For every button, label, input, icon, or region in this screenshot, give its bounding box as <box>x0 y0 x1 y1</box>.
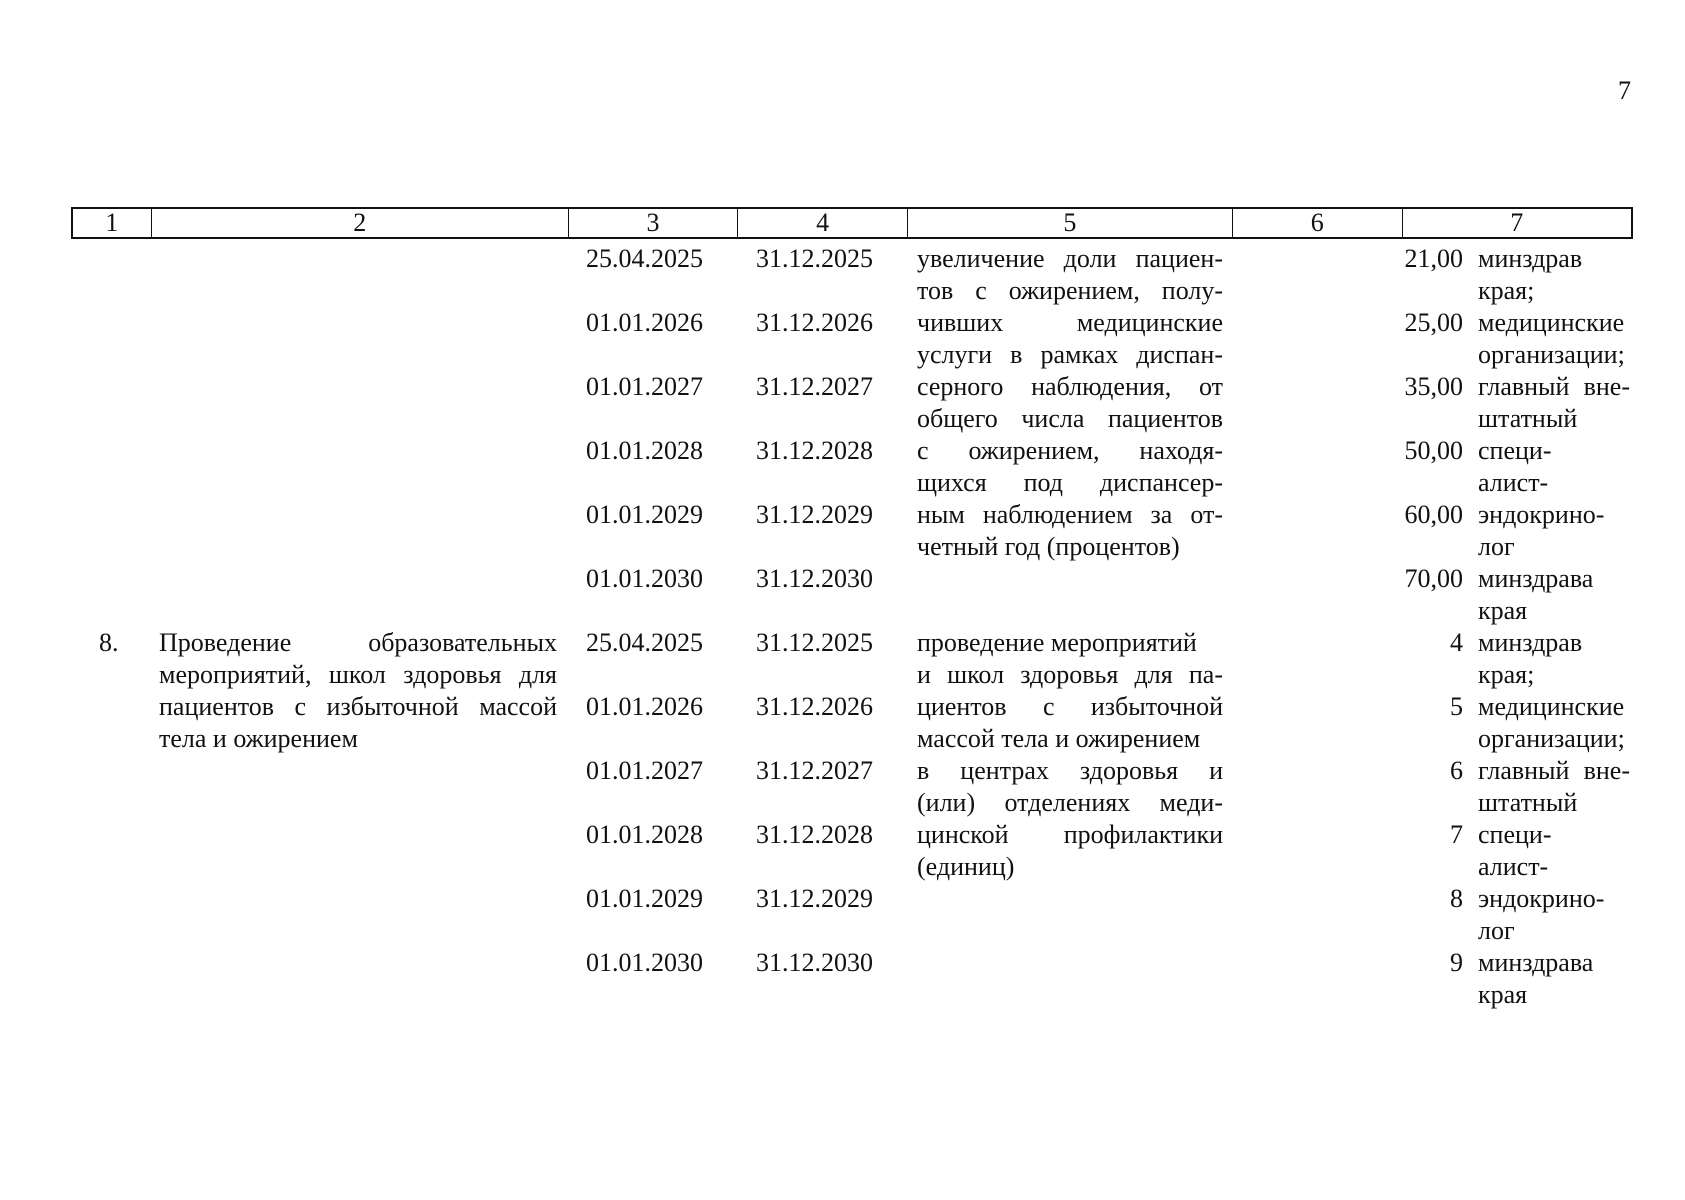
period-end: 31.12.2025 <box>756 628 873 657</box>
activity-name-line: мероприятий, школ здоровья для <box>159 660 557 689</box>
responsible-line: главный вне- <box>1478 372 1630 401</box>
responsible-line: организации; <box>1478 340 1625 369</box>
values-column <box>1311 627 1463 1011</box>
indicator-line: (или) отделениях меди- <box>917 788 1223 817</box>
period-row <box>586 307 926 371</box>
header-col-2: 2 <box>152 209 569 237</box>
indicator-line: циентов с избыточной <box>917 692 1223 721</box>
responsible-line: края <box>1478 596 1528 625</box>
period-start: 01.01.2027 <box>586 372 703 401</box>
period-row <box>586 819 926 883</box>
period-row <box>586 627 926 691</box>
period-end: 31.12.2030 <box>756 564 873 593</box>
period-start: 01.01.2028 <box>586 820 703 849</box>
periods-column <box>586 243 926 627</box>
period-row <box>586 499 926 563</box>
activity-name-line: пациентов с избыточной массой <box>159 692 557 721</box>
period-end: 31.12.2026 <box>756 692 873 721</box>
period-start: 01.01.2029 <box>586 500 703 529</box>
indicator-line: ным наблюдением за от- <box>917 500 1223 529</box>
responsible-line: минздрав края; <box>1478 244 1583 305</box>
target-value: 7 <box>1450 820 1463 849</box>
period-start: 01.01.2028 <box>586 436 703 465</box>
target-value: 21,00 <box>1404 244 1463 273</box>
activity-name-line: Проведение образовательных <box>159 628 557 657</box>
header-col-4: 4 <box>738 209 908 237</box>
target-value: 6 <box>1450 756 1463 785</box>
period-row <box>586 691 926 755</box>
header-col-3: 3 <box>569 209 739 237</box>
indicator-line: массой тела и ожирением <box>917 724 1201 753</box>
header-col-7: 7 <box>1510 208 1524 237</box>
target-value: 25,00 <box>1404 308 1463 337</box>
period-start: 01.01.2026 <box>586 692 703 721</box>
period-row <box>586 947 926 1011</box>
indicator-line: щихся под диспансер- <box>917 468 1223 497</box>
indicator-text <box>917 243 1223 563</box>
indicator-line: и школ здоровья для па- <box>917 660 1223 689</box>
indicator-line: проведение мероприятий <box>917 628 1197 657</box>
responsible-line: лог минздрава <box>1478 532 1594 593</box>
period-row <box>586 755 926 819</box>
header-col-5: 5 <box>908 209 1233 237</box>
period-row <box>586 435 926 499</box>
responsible-line: медицинские <box>1478 308 1625 337</box>
responsible-line: штатный специ- <box>1478 404 1578 465</box>
row-number: 8. <box>99 628 119 657</box>
period-end: 31.12.2026 <box>756 308 873 337</box>
period-end: 31.12.2027 <box>756 372 873 401</box>
period-start: 01.01.2029 <box>586 884 703 913</box>
indicator-line: цинской профилактики <box>917 820 1223 849</box>
target-value: 35,00 <box>1404 372 1463 401</box>
period-end: 31.12.2028 <box>756 820 873 849</box>
responsible-line: края <box>1478 980 1528 1009</box>
responsible-line: штатный специ- <box>1478 788 1578 849</box>
indicator-text <box>917 627 1223 883</box>
indicator-line: общего числа пациентов <box>917 404 1223 433</box>
indicator-line: серного наблюдения, от <box>917 372 1223 401</box>
period-start: 01.01.2027 <box>586 756 703 785</box>
target-value: 5 <box>1450 692 1463 721</box>
responsible-line: алист-эндокрино- <box>1478 852 1605 913</box>
period-end: 31.12.2029 <box>756 884 873 913</box>
indicator-line: четный год (процентов) <box>917 532 1180 561</box>
responsible-text <box>1478 627 1630 1011</box>
responsible-line: минздрав края; <box>1478 628 1583 689</box>
period-row <box>586 883 926 947</box>
target-value: 8 <box>1450 884 1463 913</box>
target-value: 50,00 <box>1404 436 1463 465</box>
indicator-line: увеличение доли пациен- <box>917 244 1223 273</box>
activity-name <box>159 627 557 755</box>
responsible-line: алист-эндокрино- <box>1478 468 1605 529</box>
period-end: 31.12.2027 <box>756 756 873 785</box>
period-start: 25.04.2025 <box>586 628 703 657</box>
page-number: 7 <box>1618 76 1631 105</box>
activity-name-line: тела и ожирением <box>159 724 358 753</box>
values-column <box>1311 243 1463 627</box>
target-value: 9 <box>1450 948 1463 977</box>
period-start: 01.01.2030 <box>586 564 703 593</box>
period-row <box>586 563 926 627</box>
responsible-line: лог минздрава <box>1478 916 1594 977</box>
periods-column <box>586 627 926 1011</box>
period-start: 25.04.2025 <box>586 244 703 273</box>
indicator-line: тов с ожирением, полу- <box>917 276 1223 305</box>
table-header <box>71 207 1633 239</box>
responsible-line: организации; <box>1478 724 1625 753</box>
header-col-1: 1 <box>73 209 152 237</box>
indicator-line: с ожирением, находя- <box>917 436 1223 465</box>
period-start: 01.01.2030 <box>586 948 703 977</box>
indicator-line: чивших медицинские <box>917 308 1223 337</box>
header-col-6: 6 <box>1233 209 1403 237</box>
period-row <box>586 371 926 435</box>
period-start: 01.01.2026 <box>586 308 703 337</box>
period-row <box>586 243 926 307</box>
target-value: 60,00 <box>1404 500 1463 529</box>
responsible-text <box>1478 243 1630 627</box>
period-end: 31.12.2028 <box>756 436 873 465</box>
indicator-line: (единиц) <box>917 852 1015 881</box>
indicator-line: услуги в рамках диспан- <box>917 340 1223 369</box>
period-end: 31.12.2030 <box>756 948 873 977</box>
period-end: 31.12.2029 <box>756 500 873 529</box>
target-value: 4 <box>1450 628 1463 657</box>
target-value: 70,00 <box>1404 564 1463 593</box>
responsible-line: медицинские <box>1478 692 1625 721</box>
period-end: 31.12.2025 <box>756 244 873 273</box>
indicator-line: в центрах здоровья и <box>917 756 1223 785</box>
responsible-line: главный вне- <box>1478 756 1630 785</box>
